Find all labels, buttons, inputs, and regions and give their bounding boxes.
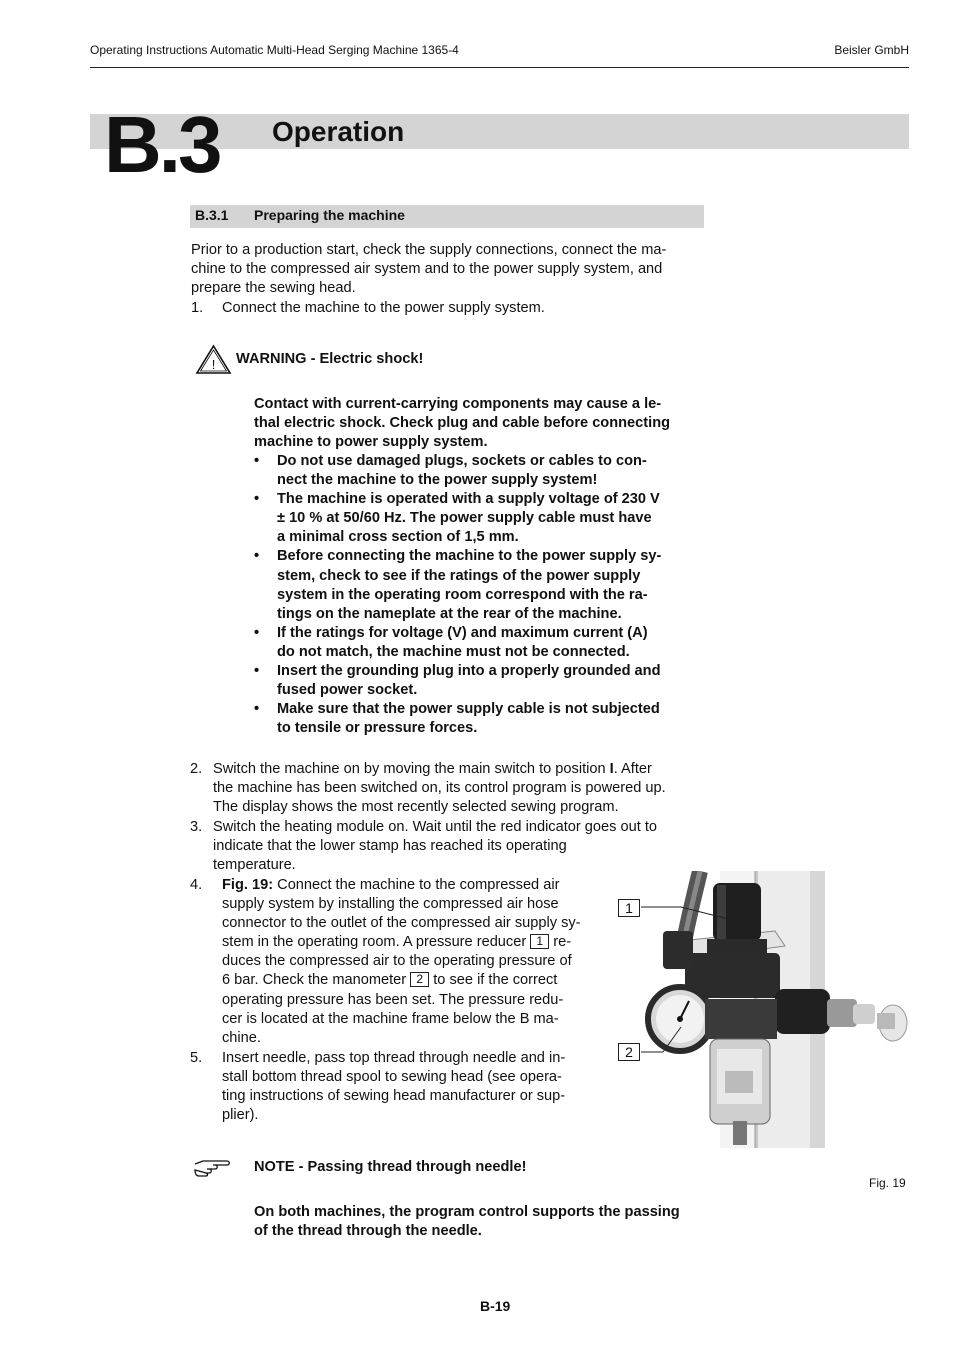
- callout-ref-2: 2: [410, 972, 429, 987]
- warning-bullet-item: [254, 490, 714, 547]
- step-4-text: [222, 876, 607, 1048]
- header-company: Beisler GmbH: [834, 43, 909, 57]
- warning-triangle-icon: [195, 344, 232, 375]
- section-title: Preparing the machine: [254, 207, 405, 223]
- bullet-line: nect the machine to the power supply system!: [277, 472, 598, 489]
- note-title: NOTE - Passing thread through needle!: [254, 1159, 527, 1175]
- bullet-line: Do not use damaged plugs, sockets or cables to con-: [277, 453, 647, 469]
- step-4-text-part: stem in the operating room. A pressure reducer: [222, 934, 531, 951]
- step-3-line: Switch the heating module on. Wait until the red indicator goes out to: [213, 819, 658, 835]
- warning-body: [254, 395, 714, 452]
- step-4-number: 4.: [190, 877, 203, 893]
- note-body-line: of the thread through the needle.: [254, 1223, 482, 1240]
- bullet-line: system in the operating room correspond with the ra-: [277, 586, 648, 603]
- callout-ref-1: 1: [530, 934, 549, 949]
- intro-line: prepare the sewing head.: [191, 280, 356, 297]
- header-rule: [90, 67, 909, 68]
- step-5-line: stall bottom thread spool to sewing head (see opera-: [222, 1069, 562, 1086]
- warning-title: WARNING - Electric shock!: [236, 351, 424, 367]
- step-4-line: supply system by installing the compressed air hose: [222, 896, 559, 913]
- warning-bullet-item: [254, 662, 714, 700]
- bullet-icon: •: [254, 548, 260, 565]
- bullet-line: fused power socket.: [277, 682, 418, 699]
- step-3-line: temperature.: [213, 857, 296, 874]
- bullet-line: Insert the grounding plug into a properly grounded and: [277, 663, 661, 680]
- step-4-line: cer is located at the machine frame below the B ma-: [222, 1010, 559, 1027]
- step-4-text-part: to see if the correct: [429, 972, 558, 989]
- bullet-line: to tensile or pressure forces.: [277, 720, 478, 737]
- step-2-text-part: . After: [613, 761, 652, 777]
- warning-bullet-item: [254, 700, 714, 738]
- bullet-line: tings on the nameplate at the rear of the machine.: [277, 605, 622, 622]
- chapter-number: B.3: [104, 100, 220, 189]
- bullet-line: The machine is operated with a supply voltage of 230 V: [277, 491, 660, 508]
- figure-caption: Fig. 19: [869, 1176, 906, 1190]
- figure-callout-1: 1: [618, 899, 640, 917]
- bullet-line: a minimal cross section of 1,5 mm.: [277, 529, 519, 546]
- section-number: B.3.1: [195, 207, 229, 223]
- step-5-line: plier).: [222, 1107, 259, 1124]
- chapter-title: Operation: [272, 116, 405, 147]
- header-document-title: Operating Instructions Automatic Multi-Head Serging Machine 1365-4: [90, 43, 459, 57]
- warning-body-line: thal electric shock. Check plug and cable before connecting: [254, 415, 671, 432]
- step-1-number: 1.: [191, 300, 204, 316]
- step-3-number: 3.: [190, 819, 203, 835]
- step-1-text: Connect the machine to the power supply system.: [222, 300, 545, 316]
- step-2-line: [213, 760, 713, 779]
- bullet-line: stem, check to see if the ratings of the power supply: [277, 567, 641, 584]
- figure-reference: Fig. 19:: [222, 877, 274, 893]
- bullet-line: do not match, the machine must not be connected.: [277, 643, 630, 660]
- step-4-line: connector to the outlet of the compressed air supply sy-: [222, 915, 581, 932]
- warning-body-line: Contact with current-carrying components may cause a le-: [254, 396, 662, 412]
- step-5-line: ting instructions of sewing head manufacturer or sup-: [222, 1088, 566, 1105]
- switch-position: I: [609, 761, 614, 777]
- warning-body-line: machine to power supply system.: [254, 434, 488, 451]
- bullet-icon: •: [254, 663, 260, 680]
- step-4-line: [222, 933, 607, 952]
- warning-bullet-list: [254, 452, 714, 738]
- bullet-icon: •: [254, 624, 260, 641]
- svg-text:!: !: [211, 357, 216, 372]
- warning-bullet-item: [254, 452, 714, 490]
- figure-callout-2: 2: [618, 1043, 640, 1061]
- bullet-line: If the ratings for voltage (V) and maximum current (A): [277, 624, 648, 641]
- intro-paragraph: [191, 241, 711, 298]
- step-4-text-part: 6 bar. Check the manometer: [222, 972, 411, 989]
- intro-line: Prior to a production start, check the supply connections, connect the ma-: [191, 242, 667, 258]
- warning-bullet-item: [254, 547, 714, 623]
- bullet-icon: •: [254, 453, 260, 469]
- bullet-line: ± 10 % at 50/60 Hz. The power supply cable must have: [277, 510, 652, 527]
- bullet-icon: •: [254, 491, 260, 508]
- step-5-number: 5.: [190, 1050, 203, 1066]
- step-4-text-part: Connect the machine to the compressed air: [273, 877, 560, 893]
- step-5-text: [222, 1049, 607, 1125]
- step-3-line: indicate that the lower stamp has reached its operating: [213, 838, 567, 855]
- step-4-line: chine.: [222, 1029, 261, 1046]
- step-2-number: 2.: [190, 761, 203, 777]
- bullet-icon: •: [254, 701, 260, 718]
- note-body: [254, 1203, 714, 1241]
- callout-leaders: [641, 899, 746, 1059]
- step-4-text-part: re-: [549, 934, 572, 951]
- bullet-line: Before connecting the machine to the power supply sy-: [277, 548, 662, 565]
- step-5-line: Insert needle, pass top thread through needle and in-: [222, 1050, 566, 1066]
- step-2-line: The display shows the most recently selected sewing program.: [213, 799, 619, 816]
- page-number: B-19: [480, 1298, 511, 1314]
- step-4-line: [222, 971, 607, 990]
- step-4-line: operating pressure has been set. The pressure redu-: [222, 991, 564, 1008]
- intro-line: chine to the compressed air system and to the power supply system, and: [191, 261, 663, 278]
- step-2-text-part: Switch the machine on by moving the main switch to position: [213, 761, 610, 777]
- step-3-text: [213, 818, 713, 875]
- warning-bullet-item: [254, 624, 714, 662]
- step-2-text: [213, 760, 713, 817]
- step-4-line: duces the compressed air to the operating pressure of: [222, 953, 572, 970]
- step-2-line: the machine has been switched on, its control program is powered up.: [213, 780, 666, 797]
- pointing-hand-icon: [193, 1156, 233, 1178]
- step-4-line: [222, 876, 607, 895]
- bullet-line: Make sure that the power supply cable is not subjected: [277, 701, 660, 718]
- note-body-line: On both machines, the program control supports the passing: [254, 1204, 680, 1220]
